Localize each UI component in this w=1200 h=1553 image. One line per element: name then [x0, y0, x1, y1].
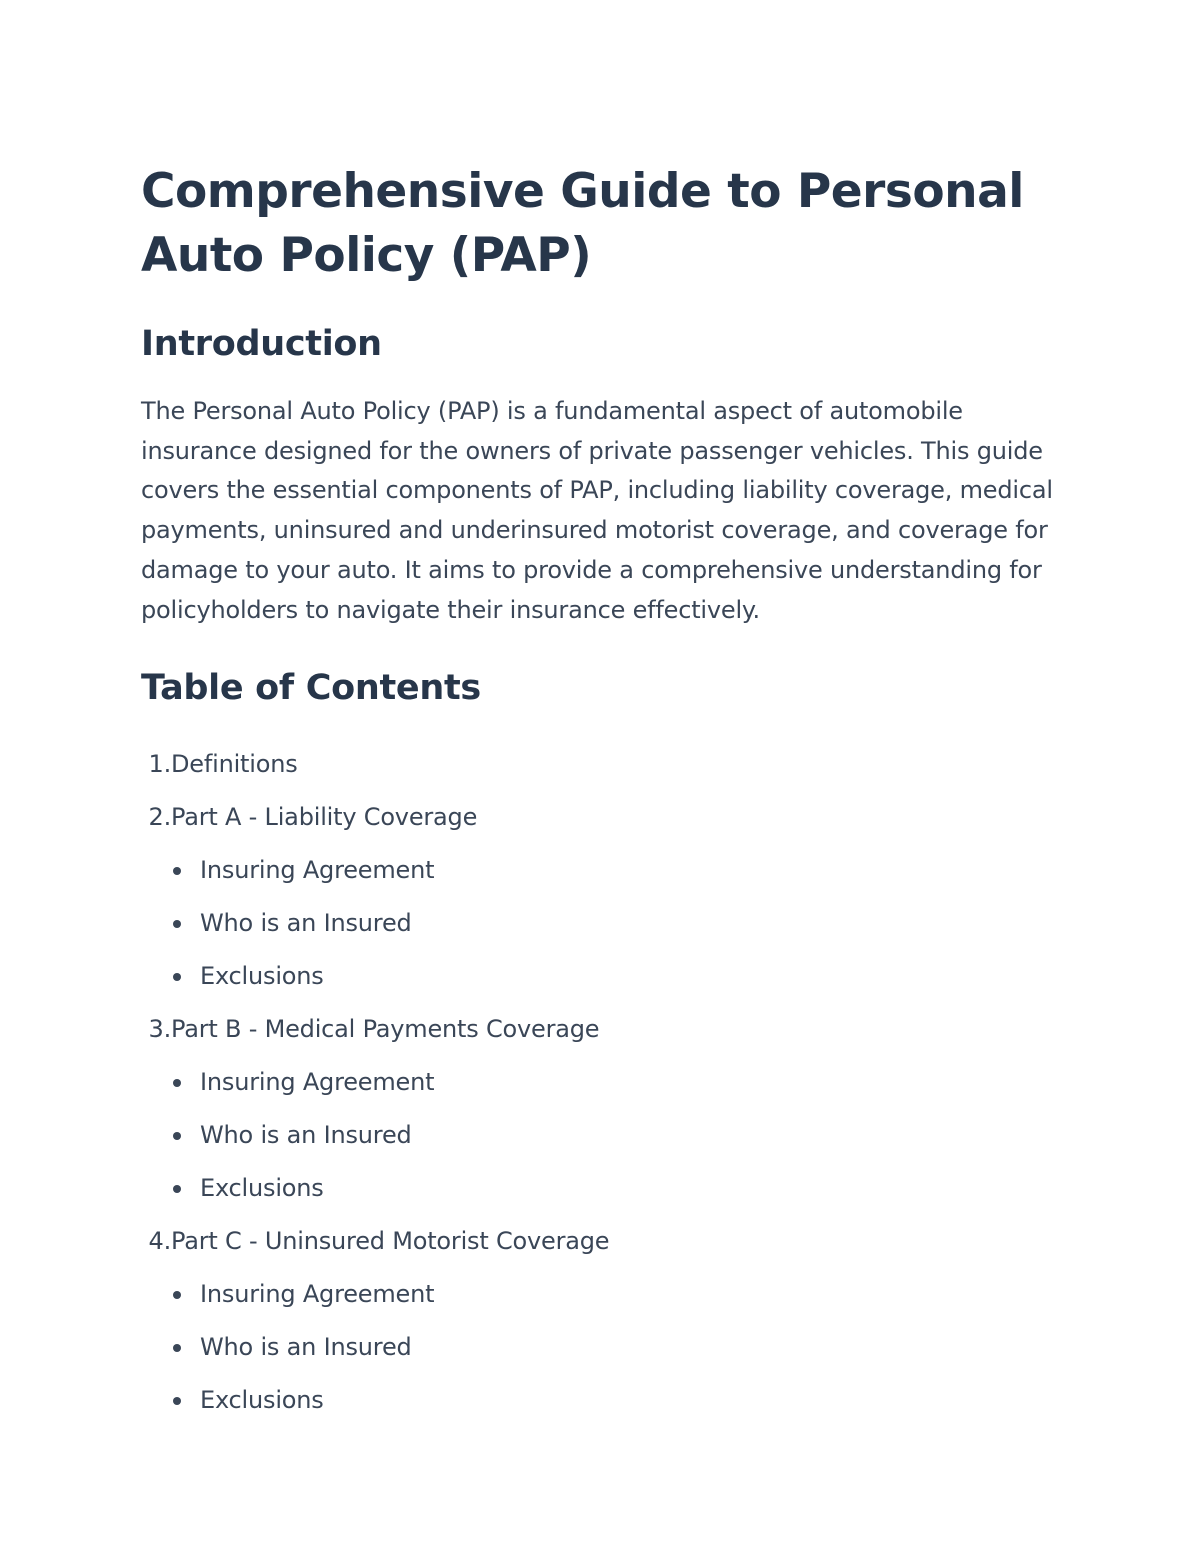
toc-subitem: [141, 897, 1061, 950]
toc-sublist: [141, 1268, 1061, 1427]
toc-subitem-label: Insuring Agreement: [200, 1068, 435, 1097]
toc-sublist: [141, 1056, 1061, 1215]
toc-item-number: 3.: [148, 1015, 171, 1044]
toc-subitem-label: Insuring Agreement: [200, 856, 435, 885]
toc-item-part-a: [141, 791, 1061, 1003]
bullet-icon: [173, 1344, 181, 1352]
toc-subitem-label: Exclusions: [200, 1174, 324, 1203]
toc-item-part-c: [141, 1215, 1061, 1427]
toc-item-number: 1.: [148, 750, 171, 779]
toc-item-label: Part B - Medical Payments Coverage: [171, 1015, 600, 1044]
toc-subitem-label: Who is an Insured: [200, 1333, 412, 1362]
toc-sublist: [141, 844, 1061, 1003]
toc-subitem: [141, 1162, 1061, 1215]
bullet-icon: [173, 1397, 181, 1405]
bullet-icon: [173, 1132, 181, 1140]
toc-subitem-label: Who is an Insured: [200, 1121, 412, 1150]
toc-subitem-label: Insuring Agreement: [200, 1280, 435, 1309]
toc-subitem: [141, 1109, 1061, 1162]
document-title: Comprehensive Guide to Personal Auto Policy (PAP): [141, 164, 1024, 283]
toc-subitem: [141, 1268, 1061, 1321]
toc-subitem: [141, 844, 1061, 897]
toc-item-definitions: [141, 738, 1061, 791]
toc-subitem-label: Exclusions: [200, 962, 324, 991]
toc-item-label: Definitions: [171, 750, 298, 779]
table-of-contents-list: [141, 738, 1061, 1427]
toc-subitem-label: Who is an Insured: [200, 909, 412, 938]
introduction-heading: Introduction: [141, 324, 382, 364]
toc-subitem-label: Exclusions: [200, 1386, 324, 1415]
toc-item-number: 2.: [148, 803, 171, 832]
bullet-icon: [173, 1291, 181, 1299]
toc-item-label: Part C - Uninsured Motorist Coverage: [171, 1227, 610, 1256]
toc-subitem: [141, 950, 1061, 1003]
toc-item-number: 4.: [148, 1227, 171, 1256]
bullet-icon: [173, 1185, 181, 1193]
bullet-icon: [173, 920, 181, 928]
toc-item-part-b: [141, 1003, 1061, 1215]
bullet-icon: [173, 867, 181, 875]
document-page: [141, 160, 1061, 1427]
toc-subitem: [141, 1321, 1061, 1374]
toc-subitem: [141, 1374, 1061, 1427]
toc-item-label: Part A - Liability Coverage: [171, 803, 478, 832]
bullet-icon: [173, 973, 181, 981]
table-of-contents-heading: Table of Contents: [141, 668, 481, 709]
bullet-icon: [173, 1079, 181, 1087]
toc-subitem: [141, 1056, 1061, 1109]
introduction-paragraph: The Personal Auto Policy (PAP) is a fundamental aspect of automobile insurance designed for the owners of private passenger vehicles. This guide covers the essential components of PAP, including liability coverage, medical payments, uninsured and underinsured motorist coverage, and coverage for damage to your auto. It aims to provide a comprehensive understanding for policyholders to navigate their insurance effectively.: [141, 397, 1053, 624]
